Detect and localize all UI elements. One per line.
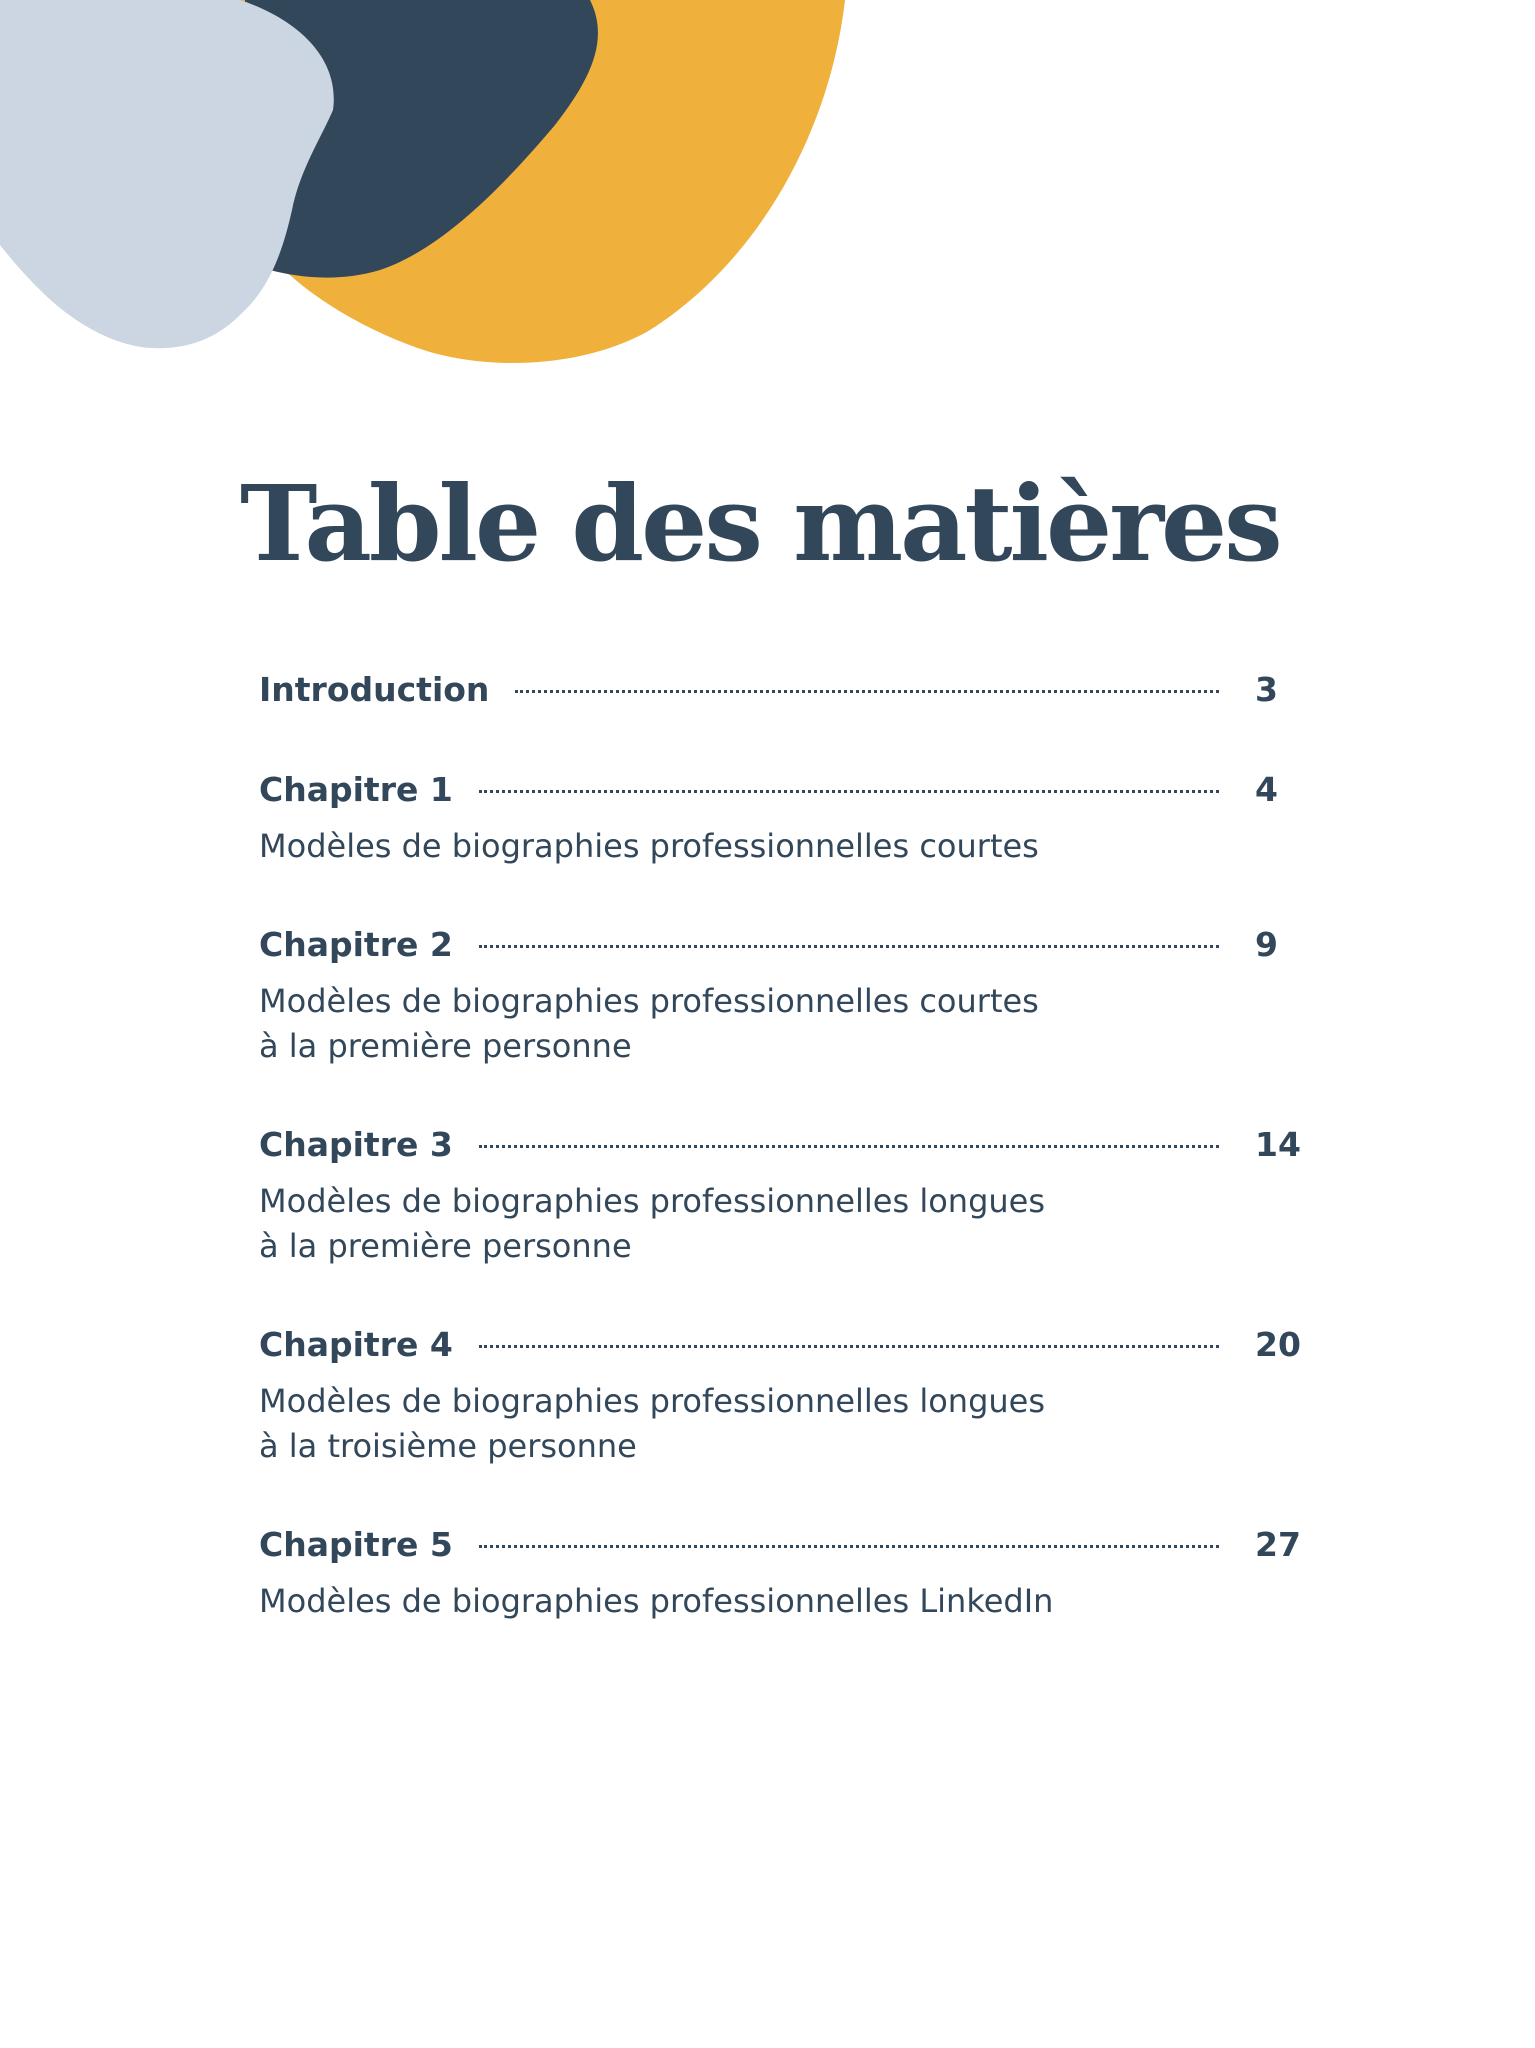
toc-entry-subtitle bbox=[259, 1379, 1339, 1469]
toc-page-number: 14 bbox=[1255, 1125, 1301, 1164]
toc-entry-label: Chapitre 1 bbox=[259, 770, 453, 809]
page-title: Table des matières bbox=[240, 462, 1280, 585]
dotted-leader bbox=[479, 1345, 1219, 1348]
toc-entry-introduction[interactable] bbox=[259, 670, 1339, 722]
subtitle-line: Modèles de biographies professionnelles courtes bbox=[259, 982, 1039, 1020]
dotted-leader bbox=[515, 690, 1219, 693]
toc-page-number: 3 bbox=[1255, 670, 1278, 709]
toc-entry-chapitre-5[interactable] bbox=[259, 1525, 1339, 1624]
subtitle-line: Modèles de biographies professionnelles LinkedIn bbox=[259, 1582, 1054, 1620]
dotted-leader bbox=[479, 790, 1219, 793]
dotted-leader bbox=[479, 1545, 1219, 1548]
subtitle-line: à la première personne bbox=[259, 1027, 632, 1065]
light-blob bbox=[0, 0, 334, 348]
subtitle-line: Modèles de biographies professionnelles longues bbox=[259, 1182, 1046, 1220]
toc-entry-label: Chapitre 3 bbox=[259, 1125, 453, 1164]
subtitle-line: Modèles de biographies professionnelles longues bbox=[259, 1382, 1046, 1420]
toc-entry-chapitre-2[interactable] bbox=[259, 925, 1339, 1069]
toc-entry-subtitle bbox=[259, 1179, 1339, 1269]
subtitle-line: à la troisième personne bbox=[259, 1427, 637, 1465]
toc-entry-chapitre-1[interactable] bbox=[259, 770, 1339, 869]
toc-page-number: 9 bbox=[1255, 925, 1278, 964]
toc-page-number: 20 bbox=[1255, 1325, 1301, 1364]
subtitle-line: à la première personne bbox=[259, 1227, 632, 1265]
dotted-leader bbox=[479, 1145, 1219, 1148]
toc-entry-label: Introduction bbox=[259, 670, 490, 709]
toc-page-number: 27 bbox=[1255, 1525, 1301, 1564]
toc-entry-label: Chapitre 2 bbox=[259, 925, 453, 964]
toc-entry-subtitle bbox=[259, 824, 1339, 869]
toc-entry-chapitre-3[interactable] bbox=[259, 1125, 1339, 1269]
toc-entry-subtitle bbox=[259, 979, 1339, 1069]
toc-entry-label: Chapitre 5 bbox=[259, 1525, 453, 1564]
toc-page-number: 4 bbox=[1255, 770, 1278, 809]
decorative-blobs bbox=[0, 0, 900, 400]
toc-entry-subtitle bbox=[259, 1579, 1339, 1624]
dotted-leader bbox=[479, 945, 1219, 948]
toc-entry-label: Chapitre 4 bbox=[259, 1325, 453, 1364]
toc-entry-chapitre-4[interactable] bbox=[259, 1325, 1339, 1469]
subtitle-line: Modèles de biographies professionnelles courtes bbox=[259, 827, 1039, 865]
